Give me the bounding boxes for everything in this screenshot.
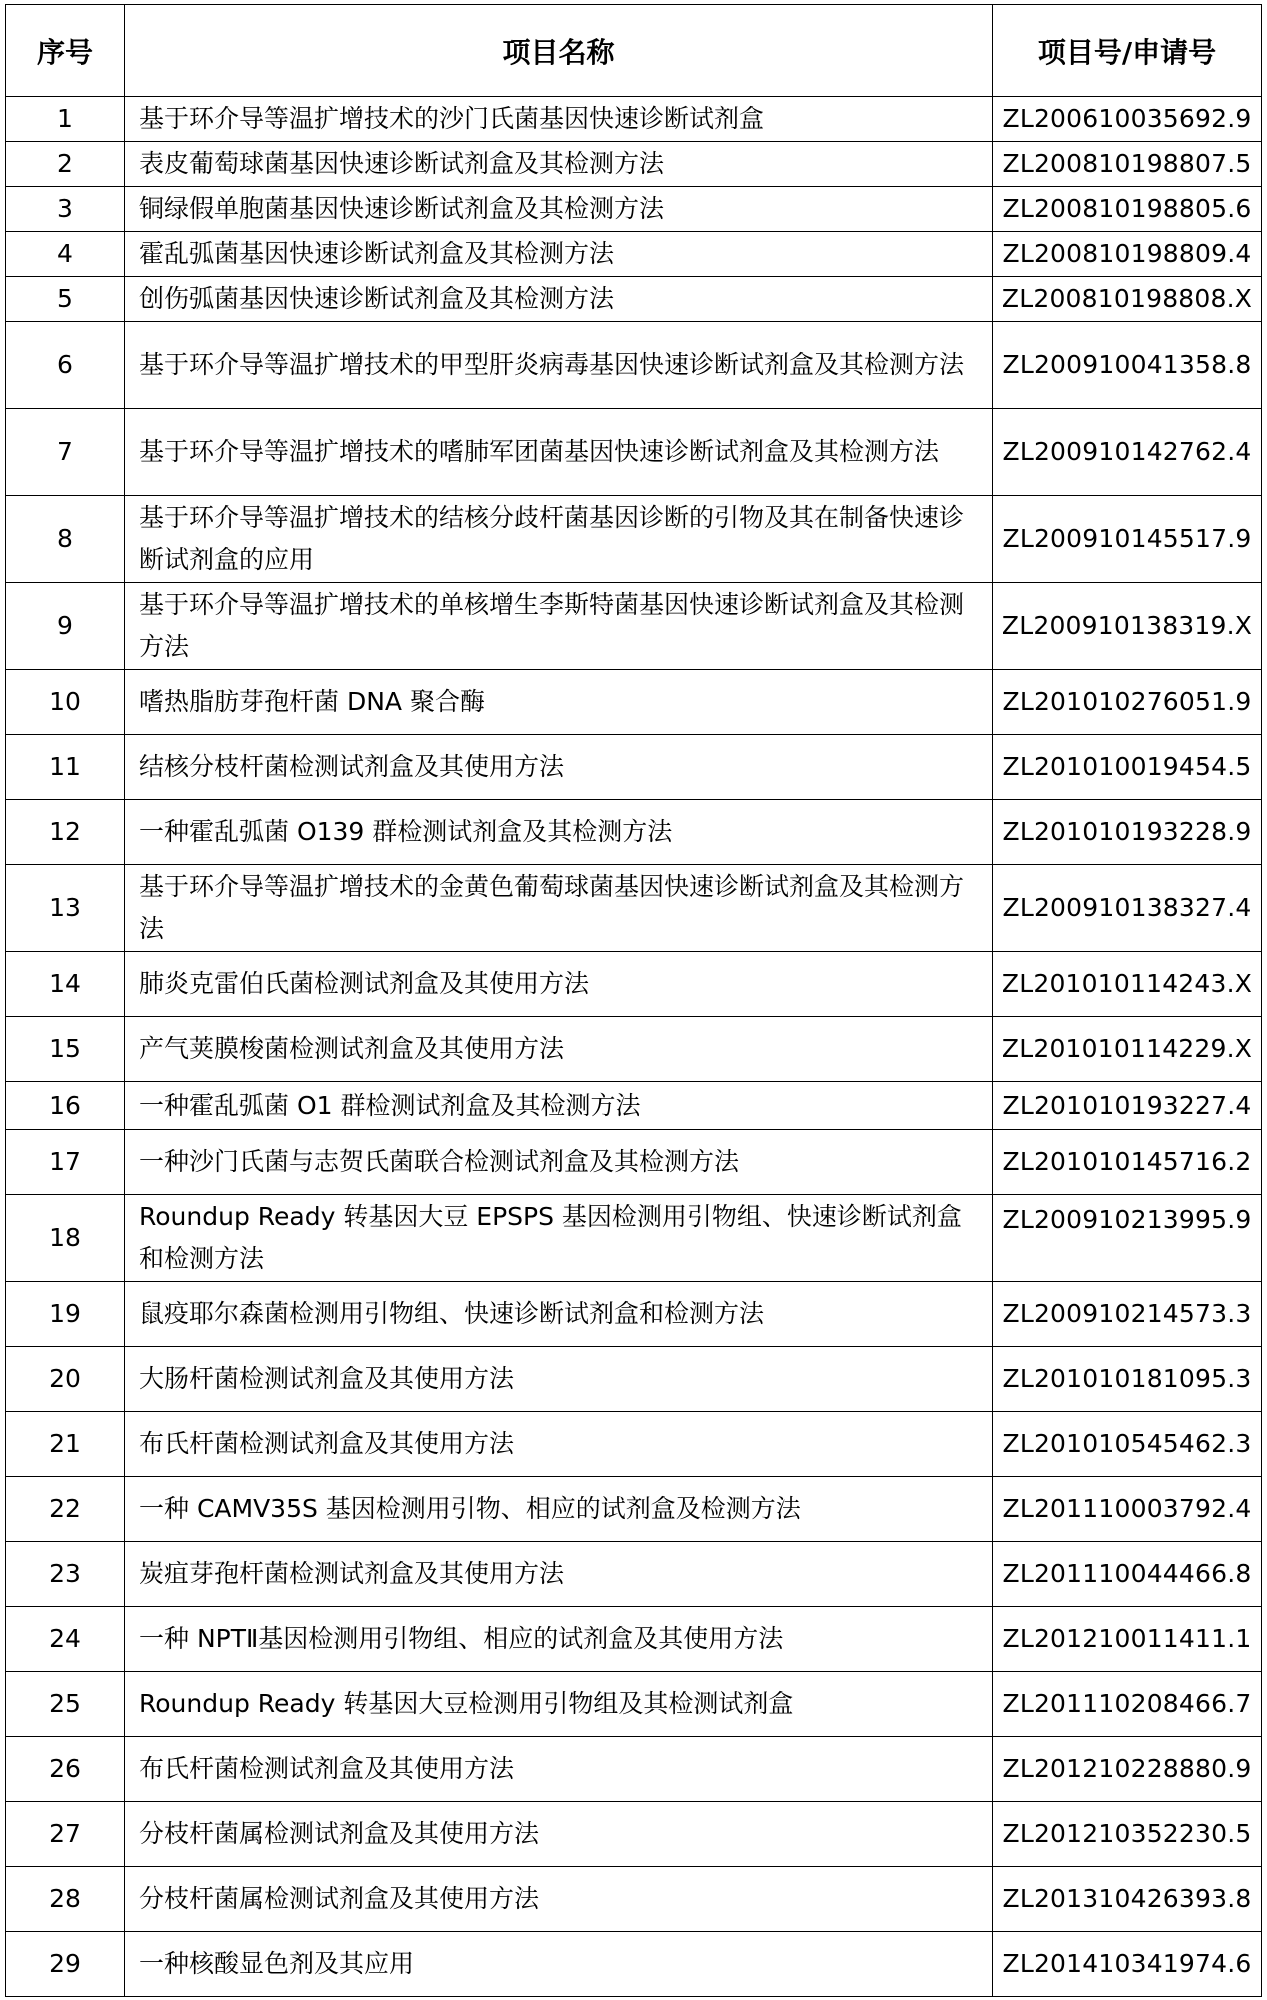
table-row <box>6 1867 1262 1932</box>
header-row <box>6 5 1262 97</box>
table-header <box>6 5 1262 97</box>
table-row <box>6 952 1262 1017</box>
project-name-cell: 铜绿假单胞菌基因快速诊断试剂盒及其检测方法 <box>125 187 993 232</box>
project-name-cell: 一种霍乱弧菌 O139 群检测试剂盒及其检测方法 <box>125 800 993 865</box>
patent-number-cell: ZL200910213995.9 <box>993 1195 1262 1282</box>
patent-number-cell: ZL200810198809.4 <box>993 232 1262 277</box>
patent-number-cell: ZL200910214573.3 <box>993 1282 1262 1347</box>
patent-number-cell: ZL201210228880.9 <box>993 1737 1262 1802</box>
patent-number-cell: ZL201410341974.6 <box>993 1932 1262 1997</box>
table-row <box>6 1542 1262 1607</box>
project-name-cell: 嗜热脂肪芽孢杆菌 DNA 聚合酶 <box>125 670 993 735</box>
table-row <box>6 277 1262 322</box>
table-row <box>6 1412 1262 1477</box>
table-row <box>6 1130 1262 1195</box>
table-row <box>6 865 1262 952</box>
table-row <box>6 1932 1262 1997</box>
patent-table <box>5 4 1262 1997</box>
patent-number-cell: ZL201010114229.X <box>993 1017 1262 1082</box>
project-name-cell: 一种霍乱弧菌 O1 群检测试剂盒及其检测方法 <box>125 1082 993 1130</box>
serial-number-cell: 29 <box>6 1932 125 1997</box>
patent-number-cell: ZL200810198808.X <box>993 277 1262 322</box>
serial-number-cell: 10 <box>6 670 125 735</box>
patent-number-cell: ZL201010193228.9 <box>993 800 1262 865</box>
project-name-cell: 表皮葡萄球菌基因快速诊断试剂盒及其检测方法 <box>125 142 993 187</box>
table-row <box>6 409 1262 496</box>
table-row <box>6 1607 1262 1672</box>
patent-number-cell: ZL200910145517.9 <box>993 496 1262 583</box>
project-name-cell: Roundup Ready 转基因大豆检测用引物组及其检测试剂盒 <box>125 1672 993 1737</box>
project-name-cell: 分枝杆菌属检测试剂盒及其使用方法 <box>125 1802 993 1867</box>
patent-number-cell: ZL200910041358.8 <box>993 322 1262 409</box>
table-row <box>6 583 1262 670</box>
table-row <box>6 187 1262 232</box>
project-name-cell: 霍乱弧菌基因快速诊断试剂盒及其检测方法 <box>125 232 993 277</box>
table-body <box>6 97 1262 1997</box>
patent-number-cell: ZL201010181095.3 <box>993 1347 1262 1412</box>
serial-number-cell: 7 <box>6 409 125 496</box>
serial-number-cell: 11 <box>6 735 125 800</box>
serial-number-cell: 14 <box>6 952 125 1017</box>
serial-number-cell: 28 <box>6 1867 125 1932</box>
project-name-cell: 基于环介导等温扩增技术的沙门氏菌基因快速诊断试剂盒 <box>125 97 993 142</box>
patent-number-cell: ZL200910138319.X <box>993 583 1262 670</box>
serial-number-cell: 9 <box>6 583 125 670</box>
patent-number-cell: ZL201010545462.3 <box>993 1412 1262 1477</box>
serial-number-cell: 2 <box>6 142 125 187</box>
project-name-cell: 基于环介导等温扩增技术的单核增生李斯特菌基因快速诊断试剂盒及其检测方法 <box>125 583 993 670</box>
patent-number-cell: ZL200910142762.4 <box>993 409 1262 496</box>
table-row <box>6 142 1262 187</box>
project-name-cell: 肺炎克雷伯氏菌检测试剂盒及其使用方法 <box>125 952 993 1017</box>
patent-number-cell: ZL200610035692.9 <box>993 97 1262 142</box>
serial-number-cell: 17 <box>6 1130 125 1195</box>
header-patent-number: 项目号/申请号 <box>993 5 1262 97</box>
table-row <box>6 800 1262 865</box>
project-name-cell: 创伤弧菌基因快速诊断试剂盒及其检测方法 <box>125 277 993 322</box>
table-row <box>6 496 1262 583</box>
serial-number-cell: 5 <box>6 277 125 322</box>
project-name-cell: 一种 CAMV35S 基因检测用引物、相应的试剂盒及检测方法 <box>125 1477 993 1542</box>
project-name-cell: 产气荚膜梭菌检测试剂盒及其使用方法 <box>125 1017 993 1082</box>
project-name-cell: 一种沙门氏菌与志贺氏菌联合检测试剂盒及其检测方法 <box>125 1130 993 1195</box>
patent-number-cell: ZL201210352230.5 <box>993 1802 1262 1867</box>
serial-number-cell: 24 <box>6 1607 125 1672</box>
project-name-cell: 一种核酸显色剂及其应用 <box>125 1932 993 1997</box>
project-name-cell: 鼠疫耶尔森菌检测用引物组、快速诊断试剂盒和检测方法 <box>125 1282 993 1347</box>
patent-number-cell: ZL201010193227.4 <box>993 1082 1262 1130</box>
serial-number-cell: 15 <box>6 1017 125 1082</box>
patent-number-cell: ZL200810198805.6 <box>993 187 1262 232</box>
patent-number-cell: ZL200910138327.4 <box>993 865 1262 952</box>
table-row <box>6 1282 1262 1347</box>
patent-number-cell: ZL201010114243.X <box>993 952 1262 1017</box>
serial-number-cell: 16 <box>6 1082 125 1130</box>
project-name-cell: 大肠杆菌检测试剂盒及其使用方法 <box>125 1347 993 1412</box>
serial-number-cell: 23 <box>6 1542 125 1607</box>
patent-number-cell: ZL201110044466.8 <box>993 1542 1262 1607</box>
project-name-cell: 布氏杆菌检测试剂盒及其使用方法 <box>125 1412 993 1477</box>
serial-number-cell: 18 <box>6 1195 125 1282</box>
patent-number-cell: ZL201010145716.2 <box>993 1130 1262 1195</box>
project-name-cell: 基于环介导等温扩增技术的嗜肺军团菌基因快速诊断试剂盒及其检测方法 <box>125 409 993 496</box>
header-serial-number: 序号 <box>6 5 125 97</box>
project-name-cell: 分枝杆菌属检测试剂盒及其使用方法 <box>125 1867 993 1932</box>
serial-number-cell: 4 <box>6 232 125 277</box>
patent-number-cell: ZL201210011411.1 <box>993 1607 1262 1672</box>
table-row <box>6 1672 1262 1737</box>
project-name-cell: 炭疽芽孢杆菌检测试剂盒及其使用方法 <box>125 1542 993 1607</box>
table-row <box>6 670 1262 735</box>
patent-number-cell: ZL201010276051.9 <box>993 670 1262 735</box>
table-row <box>6 322 1262 409</box>
table-row <box>6 735 1262 800</box>
table-row <box>6 1347 1262 1412</box>
table-row <box>6 1017 1262 1082</box>
patent-number-cell: ZL201310426393.8 <box>993 1867 1262 1932</box>
table-row <box>6 1802 1262 1867</box>
serial-number-cell: 22 <box>6 1477 125 1542</box>
table-row <box>6 1477 1262 1542</box>
project-name-cell: 基于环介导等温扩增技术的结核分歧杆菌基因诊断的引物及其在制备快速诊断试剂盒的应用 <box>125 496 993 583</box>
table-row <box>6 232 1262 277</box>
patent-number-cell: ZL201110208466.7 <box>993 1672 1262 1737</box>
serial-number-cell: 19 <box>6 1282 125 1347</box>
table-row <box>6 1195 1262 1282</box>
project-name-cell: 一种 NPTⅡ基因检测用引物组、相应的试剂盒及其使用方法 <box>125 1607 993 1672</box>
serial-number-cell: 26 <box>6 1737 125 1802</box>
serial-number-cell: 3 <box>6 187 125 232</box>
serial-number-cell: 12 <box>6 800 125 865</box>
table-row <box>6 97 1262 142</box>
serial-number-cell: 20 <box>6 1347 125 1412</box>
serial-number-cell: 8 <box>6 496 125 583</box>
project-name-cell: 基于环介导等温扩增技术的金黄色葡萄球菌基因快速诊断试剂盒及其检测方法 <box>125 865 993 952</box>
serial-number-cell: 1 <box>6 97 125 142</box>
patent-number-cell: ZL201010019454.5 <box>993 735 1262 800</box>
serial-number-cell: 25 <box>6 1672 125 1737</box>
serial-number-cell: 13 <box>6 865 125 952</box>
project-name-cell: Roundup Ready 转基因大豆 EPSPS 基因检测用引物组、快速诊断试剂盒和检测方法 <box>125 1195 993 1282</box>
serial-number-cell: 27 <box>6 1802 125 1867</box>
project-name-cell: 基于环介导等温扩增技术的甲型肝炎病毒基因快速诊断试剂盒及其检测方法 <box>125 322 993 409</box>
patent-number-cell: ZL200810198807.5 <box>993 142 1262 187</box>
header-project-name: 项目名称 <box>125 5 993 97</box>
project-name-cell: 结核分枝杆菌检测试剂盒及其使用方法 <box>125 735 993 800</box>
project-name-cell: 布氏杆菌检测试剂盒及其使用方法 <box>125 1737 993 1802</box>
serial-number-cell: 6 <box>6 322 125 409</box>
serial-number-cell: 21 <box>6 1412 125 1477</box>
table-row <box>6 1737 1262 1802</box>
patent-number-cell: ZL201110003792.4 <box>993 1477 1262 1542</box>
table-row <box>6 1082 1262 1130</box>
